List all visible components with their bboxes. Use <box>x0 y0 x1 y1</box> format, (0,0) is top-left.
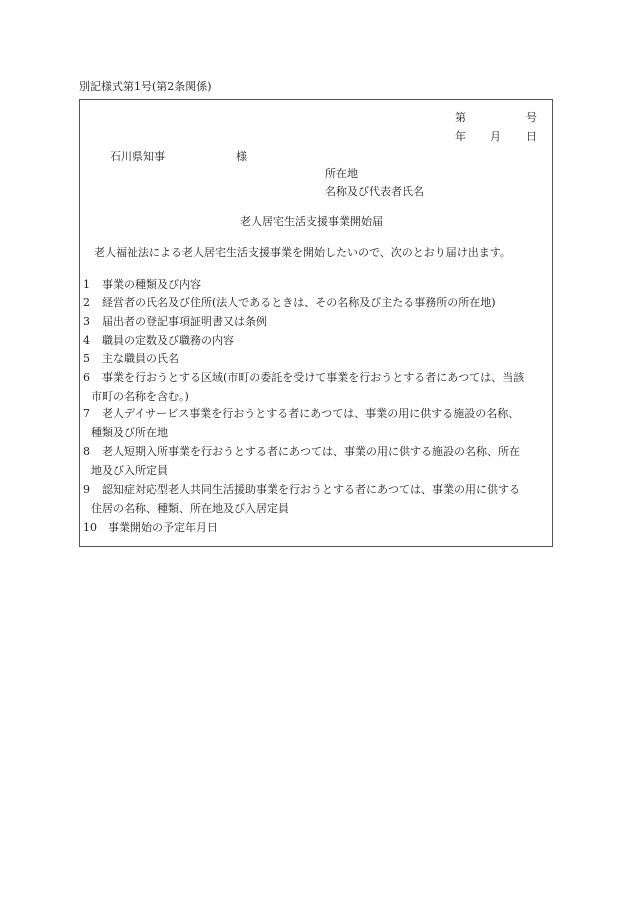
date-year: 年 <box>455 130 466 143</box>
item-text: 経営者の氏名及び住所(法人であるときは、その名称及び主たる事務所の所在地) <box>102 296 496 309</box>
addressee-honorific: 様 <box>236 150 247 163</box>
item-text-continued: 地及び入所定員 <box>91 464 168 477</box>
item-text-continued: 住居の名称、種類、所在地及び入居定員 <box>91 502 289 515</box>
item-number: 7 <box>83 407 90 420</box>
applicant-address-label: 所在地 <box>325 167 358 180</box>
item-number: 9 <box>83 483 90 496</box>
item-text-continued: 種類及び所在地 <box>91 426 168 439</box>
item-text: 事業開始の予定年月日 <box>108 521 218 534</box>
item-text: 職員の定数及び職務の内容 <box>102 334 234 347</box>
item-text: 届出者の登記事項証明書又は条例 <box>102 315 267 328</box>
applicant-name-label: 名称及び代表者氏名 <box>325 185 424 198</box>
doc-number-suffix: 号 <box>526 111 537 124</box>
item-number: 10 <box>83 521 97 534</box>
date-day: 日 <box>526 130 537 143</box>
item-number: 2 <box>83 296 90 309</box>
addressee-name: 石川県知事 <box>110 150 165 163</box>
item-number: 3 <box>83 315 90 328</box>
item-text: 老人デイサービス事業を行おうとする者にあつては、事業の用に供する施設の名称、 <box>102 407 520 420</box>
item-text: 主な職員の氏名 <box>102 352 179 365</box>
item-text-continued: 市町の名称を含む。) <box>91 390 189 403</box>
item-text: 事業の種類及び内容 <box>102 278 201 291</box>
item-number: 8 <box>83 445 90 458</box>
doc-number-prefix: 第 <box>455 111 466 124</box>
item-text: 事業を行おうとする区域(市町の委託を受けて事業を行おうとする者にあつては、当該 <box>102 371 525 384</box>
item-number: 6 <box>83 371 90 384</box>
date-month: 月 <box>490 130 501 143</box>
document-title: 老人居宅生活支援事業開始届 <box>240 215 383 228</box>
item-number: 5 <box>83 352 90 365</box>
form-label: 別記様式第1号(第2条関係) <box>79 80 212 93</box>
intro-text: 老人福祉法による老人居宅生活支援事業を開始したいので、次のとおり届け出ます。 <box>94 246 511 259</box>
item-number: 4 <box>83 334 90 347</box>
item-number: 1 <box>83 278 90 291</box>
item-text: 老人短期入所事業を行おうとする者にあつては、事業の用に供する施設の名称、所在 <box>102 445 520 458</box>
item-text: 認知症対応型老人共同生活援助事業を行おうとする者にあつては、事業の用に供する <box>102 483 520 496</box>
